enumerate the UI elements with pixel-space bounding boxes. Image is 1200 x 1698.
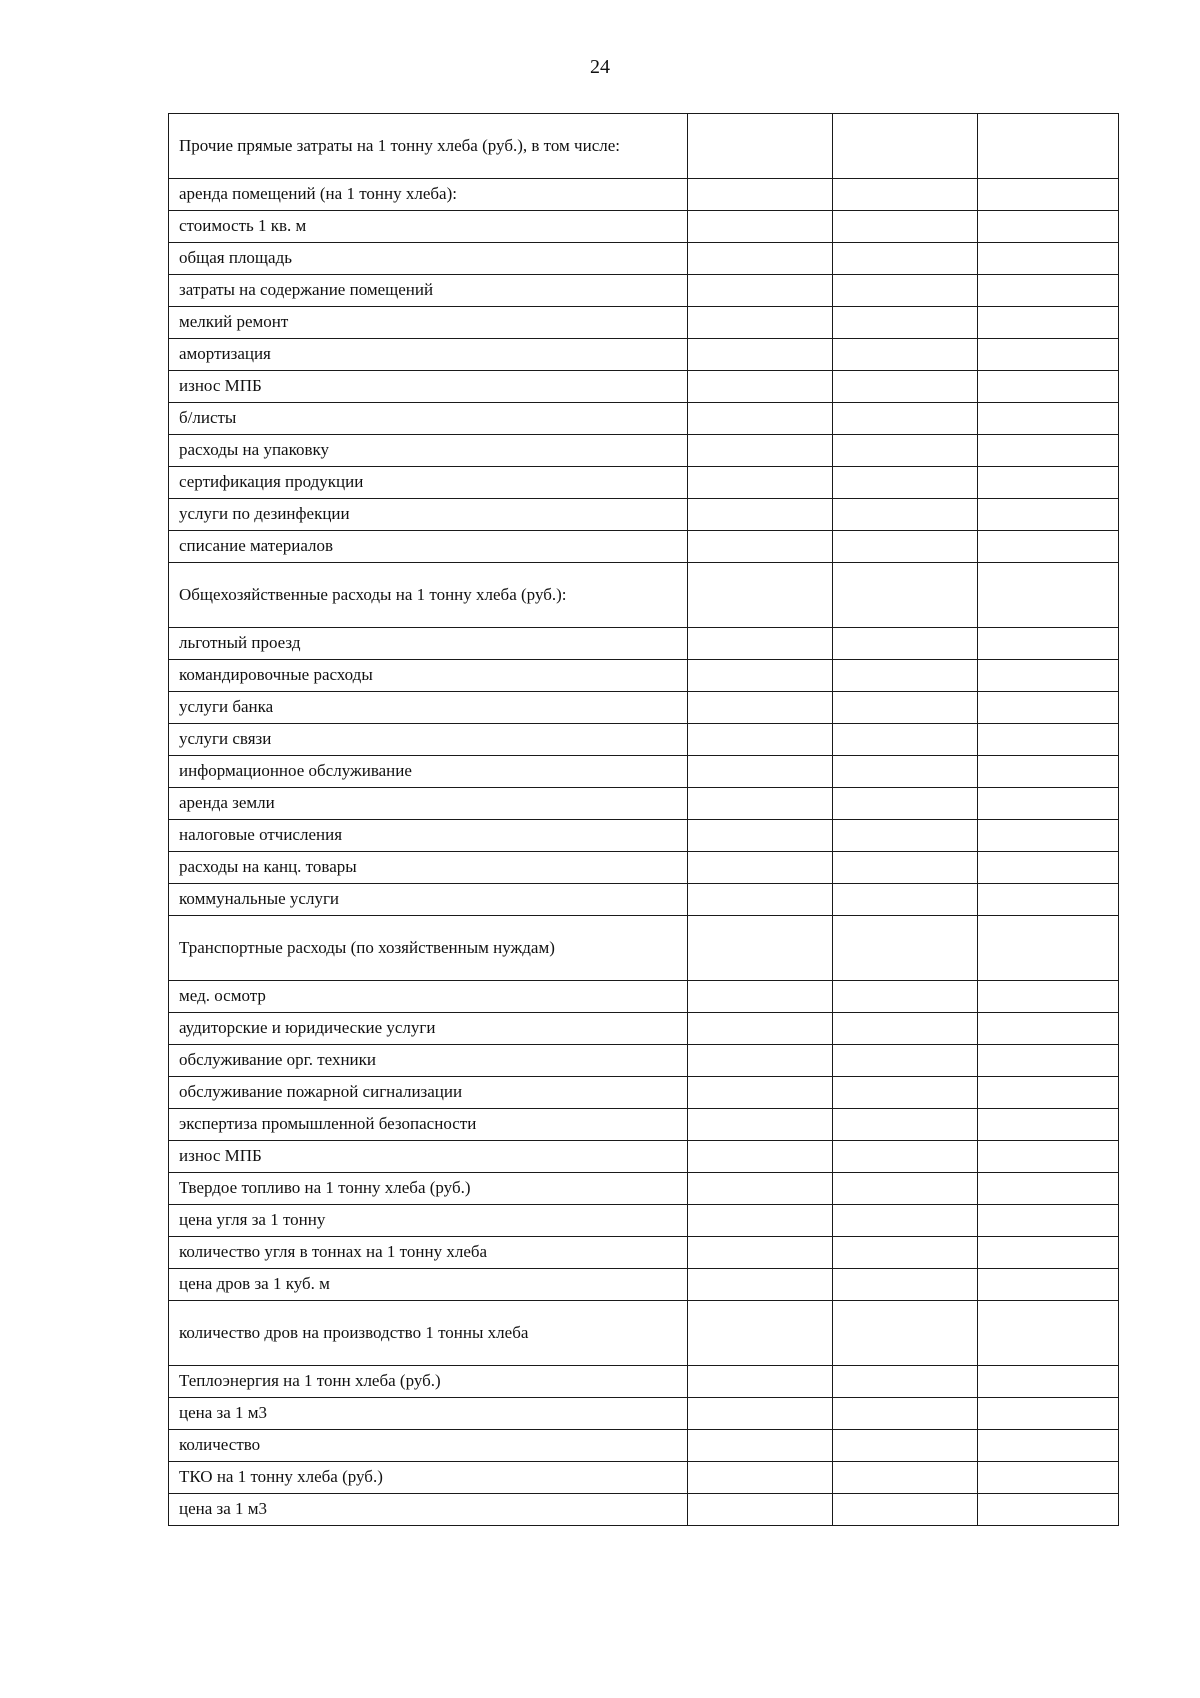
value-cell — [978, 1237, 1119, 1269]
row-label: информационное обслуживание — [169, 756, 688, 788]
row-label: льготный проезд — [169, 628, 688, 660]
table-row — [169, 339, 1119, 371]
cost-table — [168, 113, 1119, 1526]
cost-table-container — [168, 113, 1118, 1526]
value-cell — [833, 563, 978, 628]
value-cell — [833, 275, 978, 307]
value-cell — [978, 339, 1119, 371]
value-cell — [978, 243, 1119, 275]
value-cell — [688, 756, 833, 788]
value-cell — [978, 1301, 1119, 1366]
row-label: ТКО на 1 тонну хлеба (руб.) — [169, 1462, 688, 1494]
value-cell — [688, 467, 833, 499]
value-cell — [833, 1173, 978, 1205]
table-row — [169, 1301, 1119, 1366]
table-row — [169, 1205, 1119, 1237]
table-row — [169, 884, 1119, 916]
row-label: цена за 1 м3 — [169, 1398, 688, 1430]
value-cell — [978, 211, 1119, 243]
value-cell — [978, 916, 1119, 981]
value-cell — [978, 114, 1119, 179]
value-cell — [978, 371, 1119, 403]
value-cell — [978, 531, 1119, 563]
value-cell — [688, 1398, 833, 1430]
row-label: Транспортные расходы (по хозяйственным нуждам) — [169, 916, 688, 981]
value-cell — [978, 1045, 1119, 1077]
value-cell — [833, 788, 978, 820]
value-cell — [833, 660, 978, 692]
table-row — [169, 499, 1119, 531]
row-label: списание материалов — [169, 531, 688, 563]
value-cell — [688, 1013, 833, 1045]
table-row — [169, 788, 1119, 820]
table-row — [169, 114, 1119, 179]
value-cell — [833, 435, 978, 467]
value-cell — [833, 628, 978, 660]
table-row — [169, 692, 1119, 724]
table-row — [169, 435, 1119, 467]
value-cell — [833, 307, 978, 339]
row-label: обслуживание орг. техники — [169, 1045, 688, 1077]
table-row — [169, 1430, 1119, 1462]
value-cell — [688, 435, 833, 467]
value-cell — [688, 692, 833, 724]
value-cell — [978, 1430, 1119, 1462]
value-cell — [978, 1462, 1119, 1494]
row-label: затраты на содержание помещений — [169, 275, 688, 307]
value-cell — [688, 660, 833, 692]
value-cell — [833, 1398, 978, 1430]
value-cell — [978, 1109, 1119, 1141]
value-cell — [833, 1462, 978, 1494]
value-cell — [688, 307, 833, 339]
table-row — [169, 1013, 1119, 1045]
row-label: цена угля за 1 тонну — [169, 1205, 688, 1237]
value-cell — [833, 916, 978, 981]
row-label: налоговые отчисления — [169, 820, 688, 852]
value-cell — [978, 1398, 1119, 1430]
value-cell — [688, 499, 833, 531]
value-cell — [833, 467, 978, 499]
value-cell — [978, 884, 1119, 916]
value-cell — [688, 243, 833, 275]
value-cell — [833, 371, 978, 403]
value-cell — [978, 628, 1119, 660]
value-cell — [688, 563, 833, 628]
value-cell — [688, 1109, 833, 1141]
row-label: количество — [169, 1430, 688, 1462]
value-cell — [833, 179, 978, 211]
row-label: услуги банка — [169, 692, 688, 724]
table-row — [169, 211, 1119, 243]
value-cell — [833, 852, 978, 884]
table-row — [169, 1077, 1119, 1109]
value-cell — [978, 692, 1119, 724]
value-cell — [833, 1237, 978, 1269]
value-cell — [688, 1430, 833, 1462]
table-row — [169, 1462, 1119, 1494]
value-cell — [688, 852, 833, 884]
row-label: износ МПБ — [169, 1141, 688, 1173]
value-cell — [688, 1237, 833, 1269]
table-row — [169, 1398, 1119, 1430]
value-cell — [978, 499, 1119, 531]
row-label: износ МПБ — [169, 371, 688, 403]
value-cell — [833, 1109, 978, 1141]
row-label: коммунальные услуги — [169, 884, 688, 916]
value-cell — [833, 981, 978, 1013]
value-cell — [978, 1269, 1119, 1301]
value-cell — [688, 884, 833, 916]
row-label: услуги по дезинфекции — [169, 499, 688, 531]
table-row — [169, 531, 1119, 563]
value-cell — [833, 1269, 978, 1301]
row-label: Теплоэнергия на 1 тонн хлеба (руб.) — [169, 1366, 688, 1398]
value-cell — [978, 756, 1119, 788]
row-label: цена за 1 м3 — [169, 1494, 688, 1526]
value-cell — [978, 660, 1119, 692]
table-row — [169, 916, 1119, 981]
value-cell — [688, 1077, 833, 1109]
value-cell — [833, 820, 978, 852]
row-label: амортизация — [169, 339, 688, 371]
value-cell — [833, 1430, 978, 1462]
row-label: Твердое топливо на 1 тонну хлеба (руб.) — [169, 1173, 688, 1205]
value-cell — [978, 1366, 1119, 1398]
row-label: мед. осмотр — [169, 981, 688, 1013]
value-cell — [833, 756, 978, 788]
value-cell — [688, 724, 833, 756]
row-label: расходы на канц. товары — [169, 852, 688, 884]
value-cell — [688, 1301, 833, 1366]
value-cell — [688, 981, 833, 1013]
table-row — [169, 724, 1119, 756]
table-row — [169, 1237, 1119, 1269]
value-cell — [688, 1141, 833, 1173]
value-cell — [688, 1462, 833, 1494]
row-label: аренда земли — [169, 788, 688, 820]
value-cell — [833, 884, 978, 916]
value-cell — [978, 1141, 1119, 1173]
value-cell — [688, 788, 833, 820]
value-cell — [978, 563, 1119, 628]
table-row — [169, 371, 1119, 403]
value-cell — [688, 179, 833, 211]
row-label: стоимость 1 кв. м — [169, 211, 688, 243]
table-row — [169, 1173, 1119, 1205]
row-label: сертификация продукции — [169, 467, 688, 499]
table-row — [169, 756, 1119, 788]
table-row — [169, 1141, 1119, 1173]
value-cell — [978, 403, 1119, 435]
table-row — [169, 1494, 1119, 1526]
value-cell — [688, 628, 833, 660]
value-cell — [688, 1205, 833, 1237]
value-cell — [978, 1013, 1119, 1045]
row-label: командировочные расходы — [169, 660, 688, 692]
table-row — [169, 179, 1119, 211]
table-row — [169, 467, 1119, 499]
row-label: аудиторские и юридические услуги — [169, 1013, 688, 1045]
table-row — [169, 307, 1119, 339]
table-row — [169, 563, 1119, 628]
value-cell — [833, 243, 978, 275]
value-cell — [688, 1045, 833, 1077]
value-cell — [833, 339, 978, 371]
value-cell — [688, 275, 833, 307]
value-cell — [688, 403, 833, 435]
table-row — [169, 660, 1119, 692]
value-cell — [833, 1205, 978, 1237]
table-row — [169, 403, 1119, 435]
table-row — [169, 628, 1119, 660]
value-cell — [978, 1205, 1119, 1237]
value-cell — [833, 114, 978, 179]
value-cell — [688, 531, 833, 563]
value-cell — [688, 339, 833, 371]
table-row — [169, 1366, 1119, 1398]
table-row — [169, 1109, 1119, 1141]
value-cell — [978, 820, 1119, 852]
table-body — [169, 114, 1119, 1526]
table-row — [169, 275, 1119, 307]
value-cell — [978, 1077, 1119, 1109]
value-cell — [688, 916, 833, 981]
row-label: услуги связи — [169, 724, 688, 756]
table-row — [169, 981, 1119, 1013]
value-cell — [833, 1013, 978, 1045]
row-label: расходы на упаковку — [169, 435, 688, 467]
value-cell — [978, 1494, 1119, 1526]
table-row — [169, 1045, 1119, 1077]
value-cell — [833, 499, 978, 531]
value-cell — [978, 307, 1119, 339]
value-cell — [833, 724, 978, 756]
value-cell — [978, 1173, 1119, 1205]
row-label: аренда помещений (на 1 тонну хлеба): — [169, 179, 688, 211]
value-cell — [833, 692, 978, 724]
value-cell — [978, 852, 1119, 884]
row-label: обслуживание пожарной сигнализации — [169, 1077, 688, 1109]
page-number: 24 — [590, 56, 610, 78]
value-cell — [688, 371, 833, 403]
value-cell — [688, 1494, 833, 1526]
value-cell — [833, 1045, 978, 1077]
row-label: б/листы — [169, 403, 688, 435]
table-row — [169, 243, 1119, 275]
value-cell — [833, 531, 978, 563]
value-cell — [688, 1366, 833, 1398]
value-cell — [978, 275, 1119, 307]
value-cell — [833, 1301, 978, 1366]
table-row — [169, 852, 1119, 884]
value-cell — [688, 1173, 833, 1205]
value-cell — [978, 179, 1119, 211]
value-cell — [688, 1269, 833, 1301]
value-cell — [833, 211, 978, 243]
value-cell — [833, 1141, 978, 1173]
value-cell — [833, 1366, 978, 1398]
value-cell — [833, 403, 978, 435]
row-label: мелкий ремонт — [169, 307, 688, 339]
row-label: общая площадь — [169, 243, 688, 275]
row-label: экспертиза промышленной безопасности — [169, 1109, 688, 1141]
value-cell — [978, 788, 1119, 820]
row-label: Прочие прямые затраты на 1 тонну хлеба (руб.), в том числе: — [169, 114, 688, 179]
row-label: цена дров за 1 куб. м — [169, 1269, 688, 1301]
row-label: Общехозяйственные расходы на 1 тонну хлеба (руб.): — [169, 563, 688, 628]
value-cell — [688, 820, 833, 852]
row-label: количество дров на производство 1 тонны хлеба — [169, 1301, 688, 1366]
value-cell — [688, 114, 833, 179]
value-cell — [978, 435, 1119, 467]
value-cell — [688, 211, 833, 243]
row-label: количество угля в тоннах на 1 тонну хлеба — [169, 1237, 688, 1269]
value-cell — [978, 467, 1119, 499]
value-cell — [833, 1077, 978, 1109]
value-cell — [833, 1494, 978, 1526]
table-row — [169, 1269, 1119, 1301]
table-row — [169, 820, 1119, 852]
value-cell — [978, 981, 1119, 1013]
value-cell — [978, 724, 1119, 756]
